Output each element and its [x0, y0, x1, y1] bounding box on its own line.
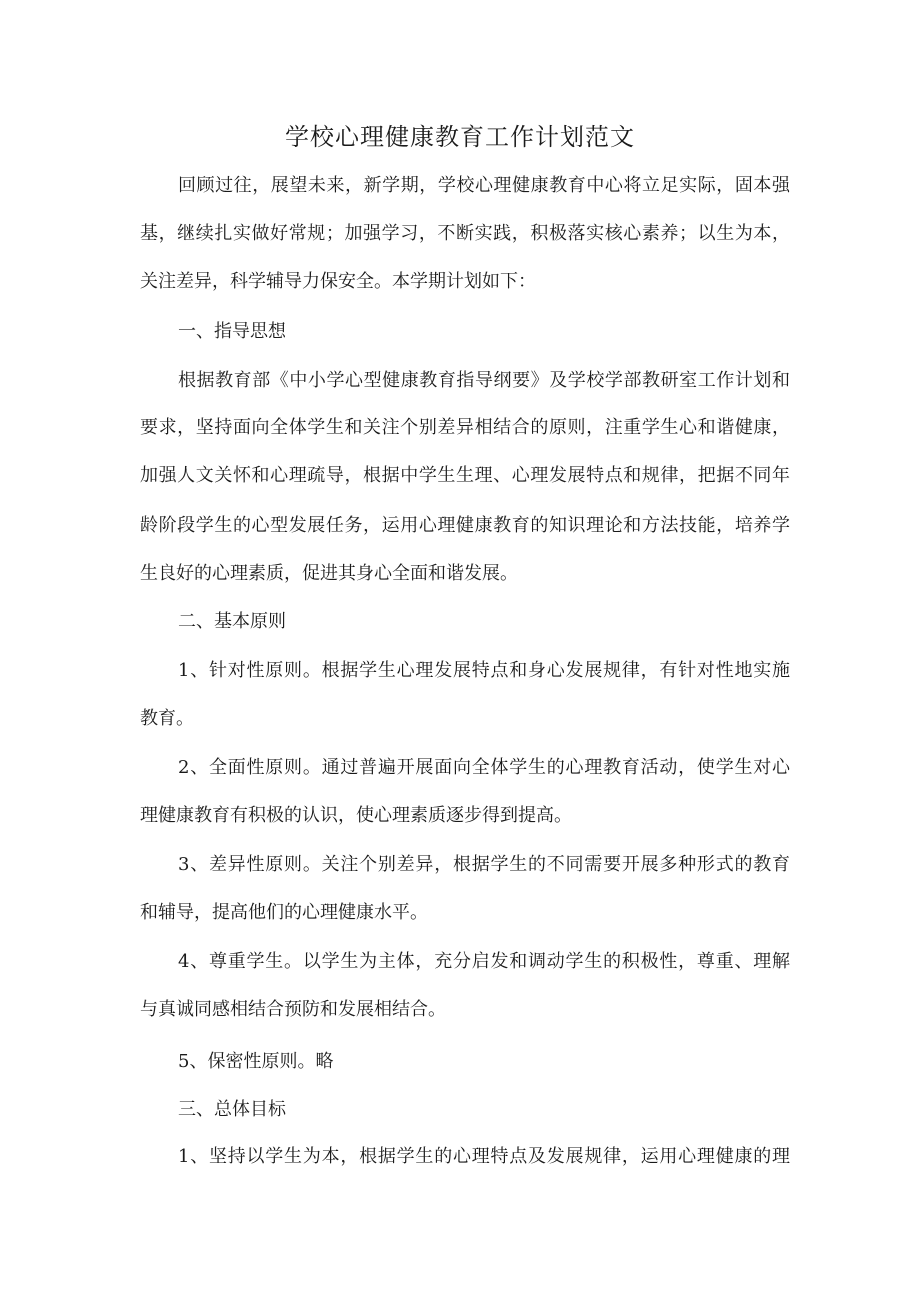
document-title: 学校心理健康教育工作计划范文 [285, 123, 635, 151]
principle-line: 2、全面性原则。通过普遍开展面向全体学生的心理教育活动，使学生对心 [178, 757, 790, 778]
intro-line: 回顾过往，展望未来，新学期，学校心理健康教育中心将立足实际，固本强 [178, 175, 790, 196]
principle-line: 4、尊重学生。以学生为主体，充分启发和调动学生的积极性，尊重、理解 [178, 951, 790, 972]
principle-line: 与真诚同感相结合预防和发展相结合。 [140, 999, 446, 1020]
section-heading-guiding-ideology: 一、指导思想 [178, 321, 286, 342]
section1-line: 加强人文关怀和心理疏导，根据中学生生理、心理发展特点和规律，把据不同年 [140, 465, 790, 486]
principle-line: 教育。 [140, 708, 194, 729]
section-heading-basic-principles: 二、基本原则 [178, 611, 286, 632]
principle-line: 3、差异性原则。关注个别差异，根据学生的不同需要开展多种形式的教育 [178, 854, 790, 875]
principle-line: 理健康教育有积极的认识，使心理素质逐步得到提高。 [140, 805, 572, 826]
section-heading-overall-goals: 三、总体目标 [178, 1099, 286, 1120]
principle-line: 5、保密性原则。略 [178, 1051, 334, 1072]
intro-line: 基，继续扎实做好常规；加强学习，不断实践，积极落实核心素养；以生为本， [140, 223, 790, 244]
section1-line: 要求，坚持面向全体学生和关注个别差异相结合的原则，注重学生心和谐健康， [140, 417, 790, 438]
principle-line: 和辅导，提高他们的心理健康水平。 [140, 902, 428, 923]
goal-line: 1、坚持以学生为本，根据学生的心理特点及发展规律，运用心理健康的理 [178, 1146, 790, 1167]
principle-line: 1、针对性原则。根据学生心理发展特点和身心发展规律，有针对性地实施 [178, 660, 790, 681]
section1-line: 根据教育部《中小学心型健康教育指导纲要》及学校学部教研室工作计划和 [178, 370, 790, 391]
section1-line: 生良好的心理素质，促进其身心全面和谐发展。 [140, 563, 518, 584]
section1-line: 龄阶段学生的心型发展任务，运用心理健康教育的知识理论和方法技能，培养学 [140, 515, 790, 536]
intro-line: 关注差异，科学辅导力保安全。本学期计划如下： [140, 271, 536, 292]
